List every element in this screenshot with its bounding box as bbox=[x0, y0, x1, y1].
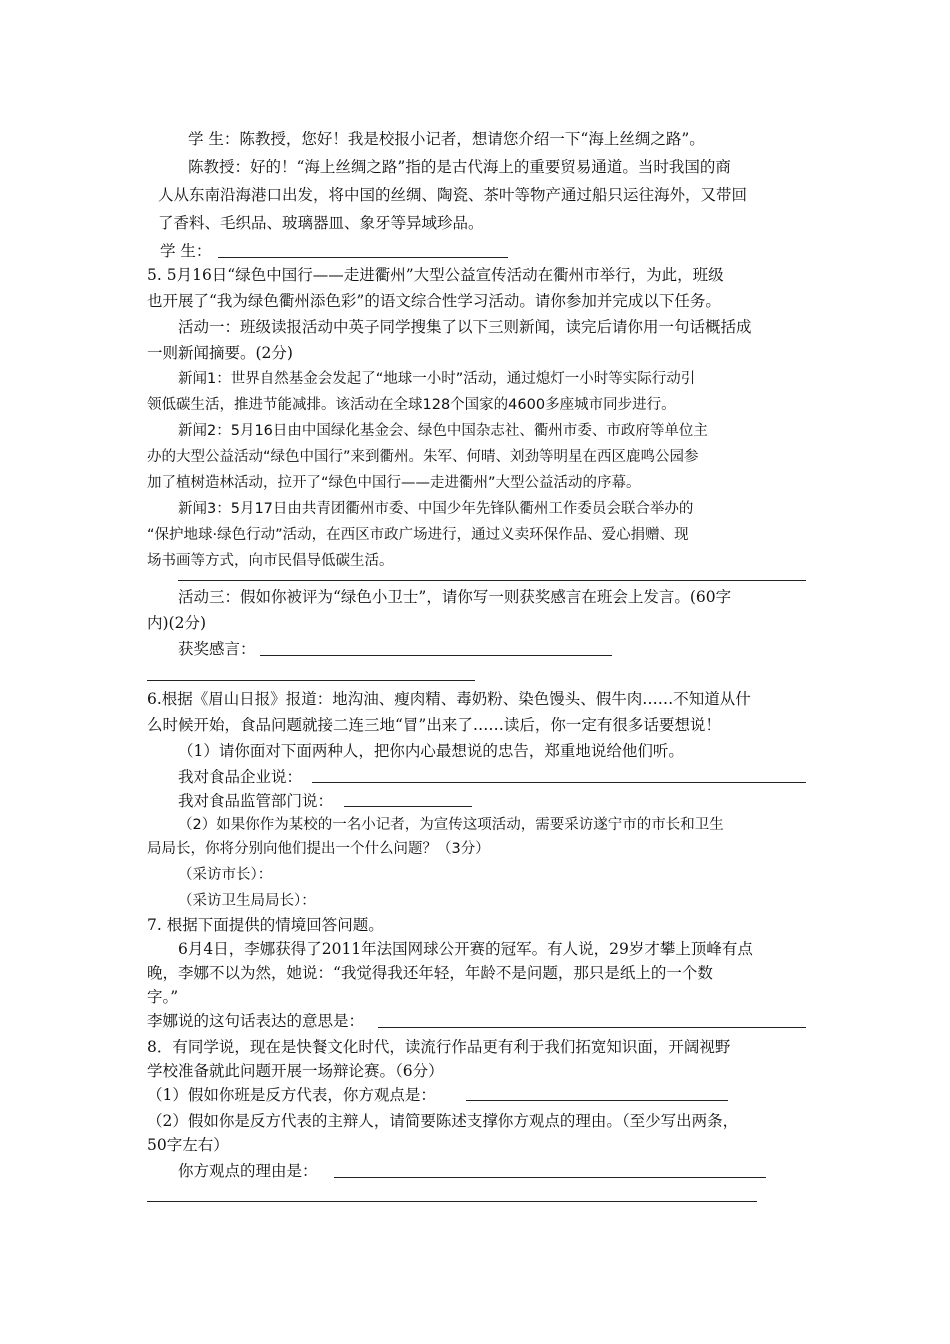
q8-line-1: 8．有同学说，现在是快餐文化时代，读流行作品更有利于我们拓宽知识面，开阔视野 bbox=[147, 1038, 731, 1056]
q7-line-2: 6月4日，李娜获得了2011年法国网球公开赛的冠军。有人说，29岁才攀上顶峰有点 bbox=[178, 940, 753, 958]
q5-activity3-line-1: 活动三：假如你被评为“绿色小卫士”，请你写一则获奖感言在班会上发言。(60字 bbox=[178, 588, 732, 606]
q8-sub1: （1）假如你班是反方代表，你方观点是： bbox=[147, 1086, 436, 1104]
q6-sub2-line-2: 局局长，你将分别向他们提出一个什么问题？（3分） bbox=[147, 841, 490, 857]
q7-answer-blank[interactable] bbox=[378, 1027, 806, 1028]
reason-blank-2[interactable] bbox=[147, 1201, 757, 1202]
q6-line-2: 么时候开始，食品问题就接二连三地“冒”出来了……读后，你一定有很多话要想说！ bbox=[147, 716, 721, 734]
news2-line-3: 加了植树造林活动，拉开了“绿色中国行——走进衢州”大型公益活动的序幕。 bbox=[147, 475, 641, 491]
award-label: 获奖感言： bbox=[178, 640, 256, 658]
viewpoint-blank[interactable] bbox=[466, 1100, 728, 1101]
news-summary-blank[interactable] bbox=[178, 580, 806, 581]
dialogue-line-1: 学 生：陈教授，您好！我是校报小记者，想请您介绍一下“海上丝绸之路”。 bbox=[188, 130, 705, 148]
interview-mayor: （采访市长）： bbox=[178, 867, 273, 883]
dialogue-line-3: 人从东南沿海港口出发，将中国的丝绸、陶瓷、茶叶等物产通过船只运往海外，又带回 bbox=[158, 186, 748, 204]
q8-line-2: 学校准备就此问题开展一场辩论赛。（6分） bbox=[147, 1062, 444, 1080]
student-label: 学 生： bbox=[160, 242, 212, 260]
q8-sub2-line-2: 50字左右） bbox=[147, 1136, 229, 1154]
news2-line-2: 办的大型公益活动“绿色中国行”来到衢州。朱军、何晴、刘劲等明星在西区鹿鸣公园参 bbox=[147, 449, 699, 465]
to-regulator-blank[interactable] bbox=[344, 806, 472, 807]
q7-line-1: 7. 根据下面提供的情境回答问题。 bbox=[147, 916, 384, 934]
news3-line-1: 新闻3：5月17日由共青团衢州市委、中国少年先锋队衢州工作委员会联合举办的 bbox=[178, 501, 694, 517]
news1-line-2: 领低碳生活，推进节能减排。该活动在全球128个国家的4600多座城市同步进行。 bbox=[147, 397, 676, 413]
to-enterprise-label: 我对食品企业说： bbox=[178, 768, 303, 786]
news3-line-2: “保护地球·绿色行动”活动，在西区市政广场进行，通过义卖环保作品、爱心捐赠、现 bbox=[147, 527, 689, 543]
q5-activity3-line-2: 内)(2分) bbox=[147, 614, 207, 632]
news3-line-3: 场书画等方式，向市民倡导低碳生活。 bbox=[147, 553, 394, 569]
q5-line-2: 也开展了“我为绿色衢州添色彩”的语文综合性学习活动。请你参加并完成以下任务。 bbox=[147, 292, 721, 310]
q7-line-4: 字。” bbox=[147, 988, 179, 1006]
q5-activity1-line-1: 活动一：班级读报活动中英子同学搜集了以下三则新闻，读完后请你用一句话概括成 bbox=[178, 318, 752, 336]
q6-line-1: 6.根据《眉山日报》报道：地沟油、瘦肉精、毒奶粉、染色馒头、假牛肉……不知道从什 bbox=[147, 690, 751, 708]
reason-blank[interactable] bbox=[334, 1177, 766, 1178]
interview-health-chief: （采访卫生局局长）： bbox=[178, 893, 316, 909]
news2-line-1: 新闻2：5月16日由中国绿化基金会、绿色中国杂志社、衢州市委、市政府等单位主 bbox=[178, 423, 708, 439]
q5-activity1-line-2: 一则新闻摘要。(2分) bbox=[147, 344, 293, 362]
dialogue-line-4: 了香料、毛织品、玻璃器皿、象牙等异域珍品。 bbox=[158, 214, 484, 232]
award-speech-blank[interactable] bbox=[260, 655, 612, 656]
q7-line-3: 晚，李娜不以为然，她说：“我觉得我还年轻，年龄不是问题，那只是纸上的一个数 bbox=[147, 964, 713, 982]
student-answer-blank[interactable] bbox=[218, 257, 508, 258]
news1-line-1: 新闻1：世界自然基金会发起了“地球一小时”活动，通过熄灯一小时等实际行动引 bbox=[178, 371, 696, 387]
q7-line-5: 李娜说的这句话表达的意思是： bbox=[147, 1012, 365, 1030]
to-regulator-label: 我对食品监管部门说： bbox=[178, 792, 334, 810]
q6-sub2-line-1: （2）如果你作为某校的一名小记者，为宣传这项活动，需要采访遂宁市的市长和卫生 bbox=[178, 817, 724, 833]
dialogue-line-2: 陈教授：好的！“海上丝绸之路”指的是古代海上的重要贸易通道。当时我国的商 bbox=[188, 158, 731, 176]
q8-sub2-line-1: （2）假如你是反方代表的主辩人，请简要陈述支撑你方观点的理由。（至少写出两条， bbox=[147, 1112, 739, 1130]
q5-line-1: 5. 5月16日“绿色中国行——走进衢州”大型公益宣传活动在衢州市举行，为此，班级 bbox=[147, 266, 724, 284]
reason-label: 你方观点的理由是： bbox=[178, 1162, 318, 1180]
award-speech-blank-2[interactable] bbox=[147, 680, 475, 681]
q6-sub1: （1）请你面对下面两种人，把你内心最想说的忠告，郑重地说给他们听。 bbox=[178, 742, 684, 760]
to-enterprise-blank[interactable] bbox=[312, 782, 806, 783]
